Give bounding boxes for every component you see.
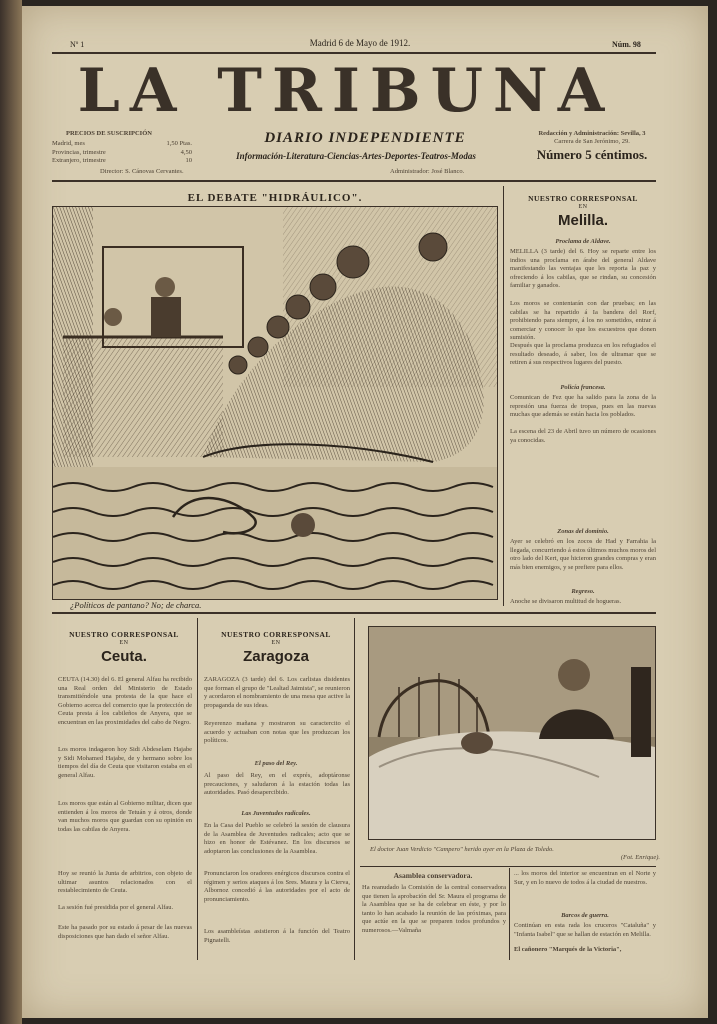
column-rule [503,186,504,606]
ceuta-text6: Este ha pasado por su estado á pesar de las nuevas disposiciones que han dado el señor Alfau. [58,924,192,940]
header-top-rule [52,52,656,54]
zaragoza-text2: Reyerenzo mañana y mostraron su caractercito el acuerdo y actuaban con notas que les produzcan los políticos. [204,720,350,744]
cartoon-caption: ¿Políticos de pantano? No; de charca. [70,600,202,610]
prices-title: PRECIOS DE SUSCRIPCIÓN [66,130,152,137]
zaragoza-text6: Los asambleístas asistieron á la función del Teatro Pignatelli. [204,928,350,944]
price-value: 1,50 Ptas. [166,140,192,147]
ceuta-text3: Los moros que están al Gobierno militar, dicen que entienden á los moros de Tetuán y á otros, donde van muchos moros que guardan con su opinión en todas las cabilas de Anyera. [58,800,192,833]
price-row [52,157,192,166]
barcos-text3: El cañonero "Marqués de la Victoria", [514,946,622,953]
issue-left: Nº 1 [70,40,85,49]
price-value: 4,50 [180,148,192,156]
photo-rule [360,866,656,867]
melilla-text4: Comunican de Fez que ha salido para la zona de la represión una fuerza de tropas, pues en las nuevas muchas que además se están hacia los poblados. [510,394,656,418]
melilla-text5: La escena del 23 de Abril tuvo un número de ocasiones ya conocidas. [510,428,656,444]
price-label: Provincias, trimestre [52,148,106,156]
zaragoza-subhead2: Las Juventudes radicales. [241,810,311,817]
address: Redacción y Administración: Sevilla, 3 [538,130,646,137]
cartoon-illustration [52,206,498,600]
sections-line: Información-Literatura-Ciencias-Artes-Deportes-Teatros-Modas [236,151,476,161]
zaragoza-kicker: NUESTRO CORRESPONSAL [221,630,331,639]
column-rule [354,618,355,960]
ceuta-text1: CEUTA (14.30) del 6. El general Alfau ha recibido una Real orden del Ministerio de Estado transmitiéndole una protesta de la que hace el Gobierno acerca del comercio que la protección de Ceuta presta á los cabileños de Anyera, que se encuentran en las proximidades del cabo de Negro. [58,676,192,726]
melilla-subhead1: Proclama de Aldave. [555,238,611,245]
zaragoza-subhead1: El paso del Rey. [254,760,298,767]
mid-rule [52,612,656,614]
book-binding [0,0,22,1024]
asamblea-text: Ha reanudado la Comisión de la central conservadora que tienen la aprobación del Sr. Maura el programa de la Asamblea que se ha de celebrar en éste, y por lo tanto lo han acabado la reunión de las próximas, para que actúe en la que se preparen todos profundos y numerosos.—Valmaña [362,884,506,934]
melilla-text3: Después que la proclama produzca en los refugiados el resultado deseado, á saber, los de ultramar que se retiren á sus respectivos lugares del puesto. [510,342,656,366]
melilla-text2: Los moros se contentarán con dar pruebas; en las cabilas se ha repartido á Ia bandera del Rorf, prohibiendo para siempre, á los no sometidos, entrar á comerciar y conocer lo que los escuestros que donen sumisión. [510,300,656,341]
asamblea-title: Asamblea conservadora. [393,871,473,880]
ceuta-text5: La sesión fué presidida por el general Alfau. [58,904,174,911]
melilla-text7: Anoche se divisaron multitud de hogueras. [510,598,622,605]
melilla-subhead4: Regreso. [571,588,595,595]
barcos-text1: ... los moros del interior se encuentran en el Norte y Sur, y en lo nuevo de todos á la ciudad de nuestros. [514,870,656,886]
column-rule [197,618,198,960]
director: Director: S. Cánovas Cervantes. [100,168,184,175]
barcos-text2: Continúan en esta rada los cruceros "Cataluña" y "Infanta Isabel" que se hallan de estación en Melilla. [514,922,656,938]
price-row [52,140,192,149]
melilla-subhead3: Zonas del dominio. [557,528,609,535]
price-per-issue: Número 5 céntimos. [536,147,648,162]
column-rule [509,868,510,960]
subtitle: DIARIO INDEPENDIENTE [264,130,466,146]
price-label: Madrid, mes [52,140,85,147]
photo-drawing [369,627,655,839]
photo-credit: (Fot. Enrique). [620,854,660,861]
price-row [52,149,192,158]
zaragoza-connector: EN [271,640,281,646]
administrator: Administrador: José Blanco. [390,168,465,175]
zaragoza-text5: Pronunciaron los oradores enérgicos discursos contra el régimen y serios ataques á los Sres. Maura y la Cierva, Albornoz concedió á las autoridades por el acto de pronunciamiento. [204,870,350,903]
melilla-text1: MELILLA (3 tarde) del 6. Hoy se reparte entre los indios una proclama en árabe del general Aldave manifestando las ventajas que les reporta la paz y ofreciendo á los cabilas, que se rindan, su concesión familiar y ganados. [510,248,656,289]
zaragoza-city: Zaragoza [243,648,309,665]
photo-image [368,626,656,840]
issue-right: Núm. 98 [612,40,641,49]
cartoon-title: EL DEBATE "HIDRÁULICO". [187,192,363,204]
melilla-kicker: NUESTRO CORRESPONSAL [528,194,638,203]
melilla-connector: EN [578,204,588,210]
melilla-city: Melilla. [557,212,609,229]
ceuta-text2: Los moros indagaron hoy Sidi Abdeselam Hajabe y Sidi Mohamed Hajabe, de y hermano sobre los tiempos del día de Ceuta que visitaron estaba en el general Alfau. [58,746,192,779]
melilla-subhead2: Policía francesa. [560,384,606,391]
barcos-subhead: Barcos de guerra. [561,912,609,919]
prices-list [52,140,192,166]
melilla-text6: Ayer se celebró en los zocos de Had y Farrahia la llegada, concurriendo á estos últimos muchos moros del otro lado del Kert, que hicieron grandes compras y eran más bien enemigos, y se prefiere para ellos. [510,538,656,571]
ceuta-connector: EN [119,640,129,646]
zaragoza-text4: En la Casa del Pueblo se celebró la sesión de clausura de la Asamblea de Juventudes radicales; acto que se hizo en honor de Estévanez. En los discursos se adoptaron las conclusiones de la Asamblea. [204,822,350,855]
cartoon-drawing [53,207,497,599]
zaragoza-text1: ZARAGOZA (3 tarde) del 6. Los carlistas disidentes que forman el grupo de "Lealtad Jaimista", se reunieron y acordaron el nombramiento de una mesa que active la propaganda de sus ideas. [204,676,350,709]
address2: Carrera de San Jerónimo, 29. [554,138,630,145]
ceuta-city: Ceuta. [101,648,147,665]
price-value: 10 [185,157,192,164]
header-bottom-rule [52,180,656,182]
ceuta-text4: Hoy se reunió la Junta de arbitrios, con objeto de ultimar asuntos relacionados con el restablecimiento de Ceuta. [58,870,192,894]
ceuta-kicker: NUESTRO CORRESPONSAL [69,630,179,639]
masthead-title: LA TRIBUNA [77,56,615,126]
dateline: Madrid 6 de Mayo de 1912. [309,38,411,48]
photo-caption: El doctor Juan Verdicio "Campero" herido ayer en la Plaza de Toledo. [370,846,554,853]
price-label: Extranjero, trimestre [52,157,106,164]
zaragoza-text3: Al paso del Rey, en el exprés, adoptáronse precauciones, y saludaron á la estación todas las autoridades. Pasó desapercibido. [204,772,350,796]
